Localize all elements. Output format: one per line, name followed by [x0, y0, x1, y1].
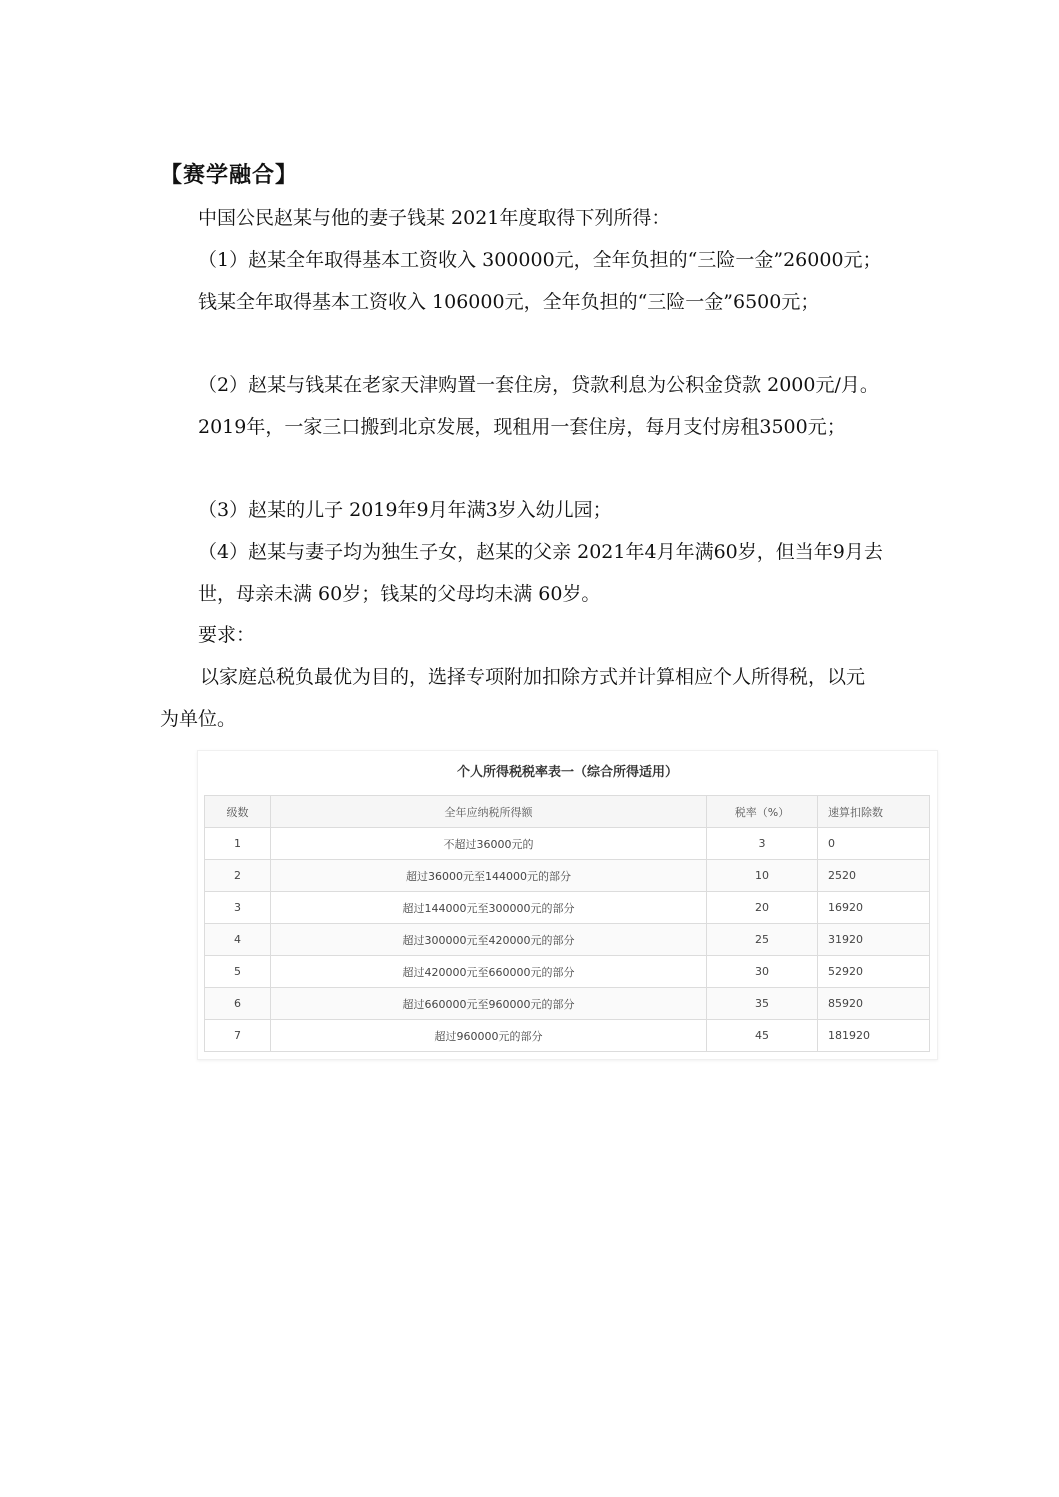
cell-rate: 10 [707, 860, 818, 892]
cell-quick-deduction: 16920 [818, 892, 930, 924]
cell-level: 7 [205, 1020, 271, 1052]
cell-level: 4 [205, 924, 271, 956]
cell-rate: 3 [707, 828, 818, 860]
cell-quick-deduction: 2520 [818, 860, 930, 892]
cell-quick-deduction: 181920 [818, 1020, 930, 1052]
table-row [205, 892, 930, 924]
cell-level: 3 [205, 892, 271, 924]
table-row [205, 860, 930, 892]
table-row [205, 988, 930, 1020]
tax-rate-table [204, 795, 930, 1052]
item-3-paragraph: （3）赵某的儿子 2019年9月年满3岁入幼儿园； [198, 499, 612, 521]
item-1-paragraph: （1）赵某全年取得基本工资收入 300000元，全年负担的“三险一金”26000元；钱某全年取得基本工资收入 106000元，全年负担的“三险一金”6500元； [198, 249, 882, 313]
cell-rate: 35 [707, 988, 818, 1020]
cell-rate: 25 [707, 924, 818, 956]
cell-income-range: 超过420000元至660000元的部分 [271, 956, 707, 988]
table-row [205, 924, 930, 956]
tax-rate-table-figure [197, 750, 938, 1060]
requirement-label: 要求： [198, 624, 256, 646]
header-rate: 税率（%） [707, 796, 818, 828]
cell-level: 5 [205, 956, 271, 988]
cell-level: 2 [205, 860, 271, 892]
item-2-paragraph: （2）赵某与钱某在老家天津购置一套住房，贷款利息为公积金贷款 2000元/月。2019年，一家三口搬到北京发展，现租用一套住房，每月支付房租3500元； [198, 374, 879, 438]
cell-income-range: 超过300000元至420000元的部分 [271, 924, 707, 956]
item-4-paragraph: （4）赵某与妻子均为独生子女，赵某的父亲 2021年4月年满60岁，但当年9月去世，母亲未满 60岁；钱某的父母均未满 60岁。 [198, 541, 883, 605]
cell-income-range: 超过36000元至144000元的部分 [271, 860, 707, 892]
cell-income-range: 超过144000元至300000元的部分 [271, 892, 707, 924]
table-row [205, 956, 930, 988]
table-row [205, 828, 930, 860]
cell-quick-deduction: 0 [818, 828, 930, 860]
cell-quick-deduction: 31920 [818, 924, 930, 956]
task-paragraph: 以家庭总税负最优为目的，选择专项附加扣除方式并计算相应个人所得税，以元为单位。 [160, 666, 866, 730]
table-row [205, 1020, 930, 1052]
table-caption: 个人所得税税率表一（综合所得适用） [456, 765, 678, 780]
cell-quick-deduction: 52920 [818, 956, 930, 988]
cell-rate: 20 [707, 892, 818, 924]
table-header-row [205, 796, 930, 828]
intro-paragraph: 中国公民赵某与他的妻子钱某 2021年度取得下列所得： [198, 207, 671, 229]
header-quick-deduction: 速算扣除数 [818, 796, 930, 828]
section-title: 【赛学融合】 [160, 163, 299, 188]
cell-rate: 45 [707, 1020, 818, 1052]
cell-income-range: 不超过36000元的 [271, 828, 707, 860]
header-income-range: 全年应纳税所得额 [271, 796, 707, 828]
cell-rate: 30 [707, 956, 818, 988]
cell-level: 1 [205, 828, 271, 860]
cell-quick-deduction: 85920 [818, 988, 930, 1020]
cell-income-range: 超过960000元的部分 [271, 1020, 707, 1052]
cell-level: 6 [205, 988, 271, 1020]
header-level: 级数 [205, 796, 271, 828]
cell-income-range: 超过660000元至960000元的部分 [271, 988, 707, 1020]
